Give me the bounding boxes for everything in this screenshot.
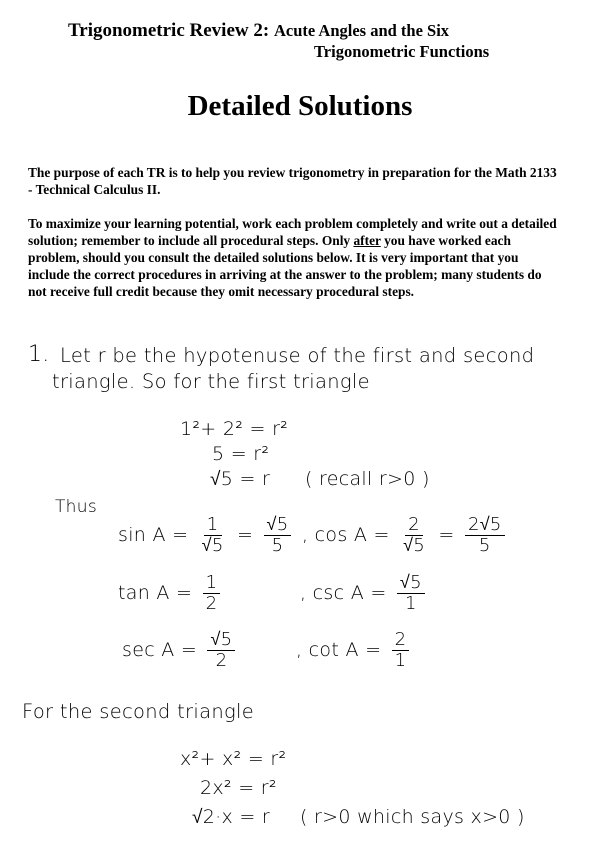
numerator: 2	[405, 515, 423, 536]
thus-label: Thus	[55, 497, 97, 517]
cos-fraction-2	[465, 515, 505, 556]
sin-row	[118, 515, 295, 556]
equation-r-value: √5 = r	[210, 468, 271, 490]
cos-row	[302, 515, 509, 556]
intro-paragraph-2-end: you have worked each problem, should you consult the detailed solutions below. It is very important that you include the correct procedures in arriving at the answer to the problem; many students do not receive full credit because they omit necessary procedural steps.	[28, 233, 542, 299]
title-line-1	[68, 20, 449, 42]
equation-pythagoras: 1²+ 2² = r²	[180, 418, 289, 440]
sin-label: sin A =	[118, 524, 189, 546]
tan-label: tan A =	[118, 582, 193, 604]
cos-fraction-1	[400, 515, 428, 556]
equation-note-positive: ( r>0 which says x>0 )	[300, 806, 525, 828]
sec-row	[122, 630, 239, 671]
equals-sign: =	[236, 524, 254, 546]
csc-fraction	[397, 573, 425, 614]
equation-2x-squared: 2x² = r²	[200, 777, 277, 799]
intro-paragraph-2-start: To maximize your learning potential, work each problem completely and write out a detailed solution; remember to include all procedural steps. Only	[28, 216, 557, 248]
denominator: √5	[201, 535, 224, 556]
denominator: 1	[394, 650, 407, 671]
cot-label: , cot A =	[296, 639, 382, 661]
intro-paragraph-2	[28, 215, 558, 300]
second-triangle-heading: For the second triangle	[22, 700, 255, 723]
tan-row	[118, 573, 224, 614]
denominator: 1	[405, 593, 417, 614]
sec-fraction	[207, 630, 235, 671]
cot-fraction	[392, 630, 410, 671]
numerator: √5	[207, 630, 235, 651]
denominator: 2	[215, 650, 228, 671]
csc-label: , csc A =	[300, 582, 387, 604]
equals-sign: =	[438, 524, 455, 546]
denominator: 2	[205, 593, 218, 614]
sin-fraction-2	[264, 515, 292, 556]
title-suffix: Acute Angles and the Six	[273, 21, 450, 40]
title-line-2: Trigonometric Functions	[314, 42, 490, 61]
denominator: 5	[478, 535, 491, 556]
numerator: 2	[392, 630, 410, 651]
page-title: Detailed Solutions	[187, 90, 413, 122]
title-prefix: Trigonometric Review 2:	[68, 20, 270, 41]
csc-row	[300, 573, 429, 614]
sec-label: sec A =	[122, 639, 198, 661]
denominator: 5	[271, 535, 284, 556]
cos-label: , cos A =	[302, 524, 390, 546]
equation-5-eq-r2: 5 = r²	[212, 443, 270, 465]
cot-row	[296, 630, 413, 671]
solution-intro-line-1: Let r be the hypotenuse of the first and second	[60, 344, 535, 367]
problem-number: 1.	[28, 342, 50, 367]
numerator: 1	[203, 573, 221, 594]
emphasis-after: after	[353, 233, 381, 248]
numerator: 2√5	[465, 515, 505, 536]
solution-intro-line-2: triangle. So for the first triangle	[52, 370, 370, 393]
intro-paragraph-1: The purpose of each TR is to help you review trigonometry in preparation for the Math 2133 - Technical Calculus II.	[28, 165, 557, 197]
sin-fraction-1	[199, 515, 227, 556]
equation-note-recall: ( recall r>0 )	[305, 468, 430, 490]
numerator: √5	[397, 573, 425, 594]
tan-fraction	[203, 573, 221, 614]
numerator: √5	[264, 515, 292, 536]
denominator: √5	[403, 535, 426, 556]
numerator: 1	[204, 515, 222, 536]
equation-x-squared-sum: x²+ x² = r²	[180, 748, 287, 770]
equation-r-sqrt2x: √2·x = r	[192, 806, 271, 828]
